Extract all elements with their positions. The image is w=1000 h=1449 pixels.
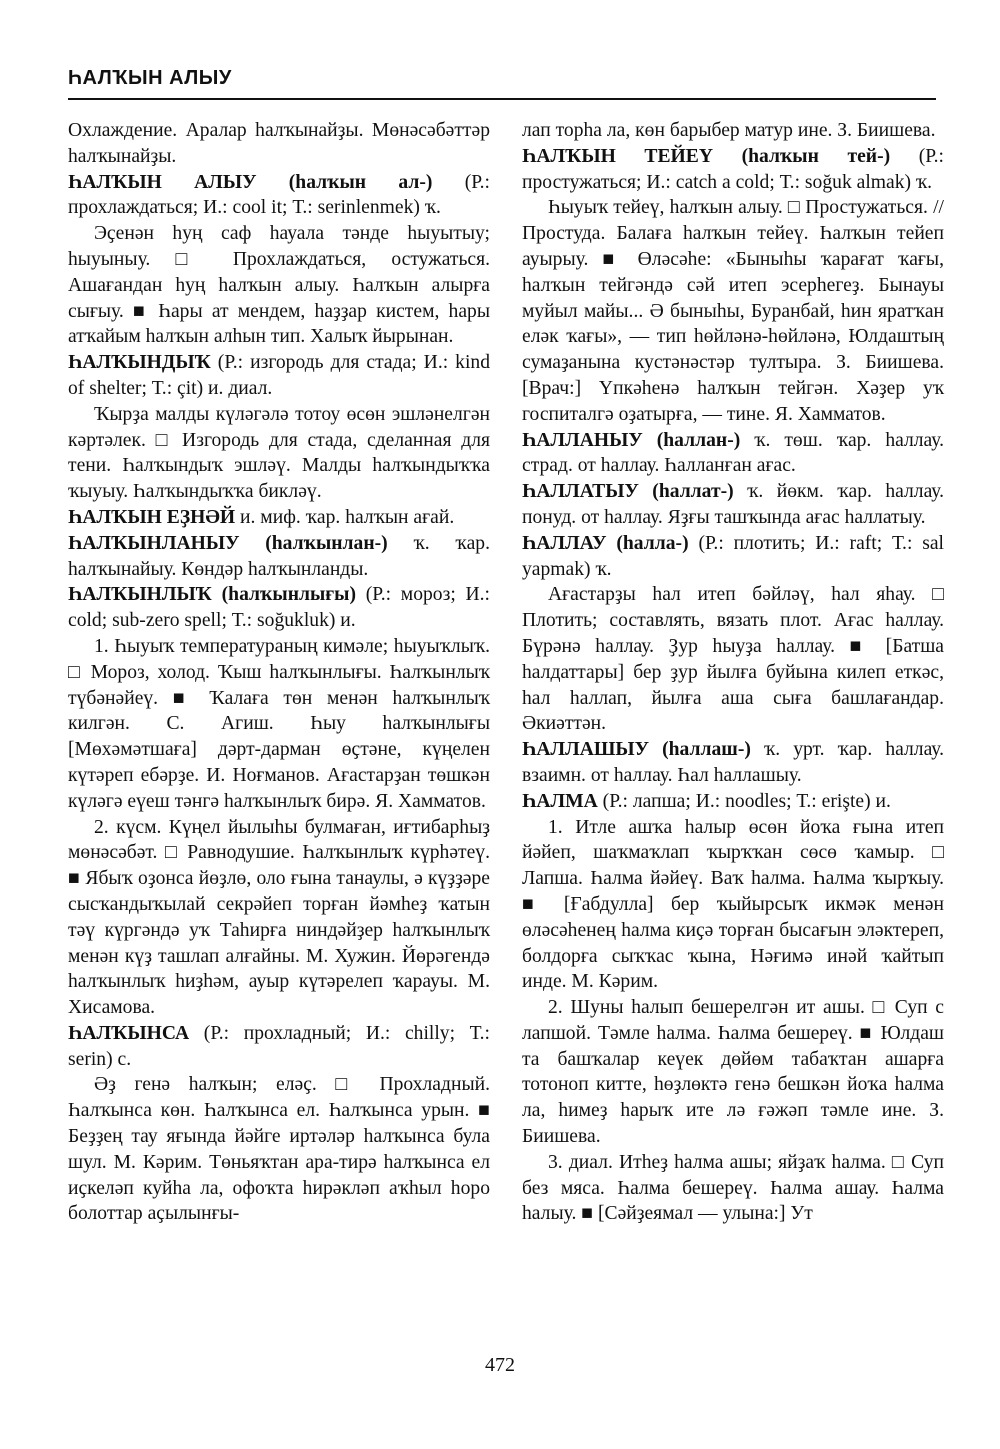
entry-paragraph: Эҫенән һуң саф һауала тәнде һыуытыу; һыуыныу. □ Прохлаждаться, остужаться. Ашағандан һуң һалҡын алыу. Һалҡын алырға сығыу. ■ Һары ат мендем, һаҙҙар кистем, һары атҡайым һалҡын алһын тип. Халыҡ йырынан. xyxy=(68,223,490,348)
entry-paragraph: 1. Итле ашҡа һалыр өсөн йоҡа ғына итеп йәйеп, шаҡмаҡлап ҡырҡҡан сөсө ҡамыр. □ Лапша. Һалма йәйеү. Ваҡ һалма. Һалма ҡырҡыу. ■ [Ғабдулла] бер ҡыйырсыҡ икмәк менән өләсәһенең һалма киҫә торған бысағын эләктереп, болдорға сыҡҡас ҡына, Нәғимә инәй ҡайтып инде. М. Кәрим. xyxy=(522,816,944,993)
entry-paragraph: Ҡырҙа малды күләгәлә тотоу өсөн эшләнелгән кәртәлек. □ Изгородь для стада, сделанная для тени. Һалҡындыҡ эшләү. Малды һалҡындыҡҡа ҡыуыу. Һалҡындыҡҡа бикләү. xyxy=(68,403,490,503)
entry-paragraph: Ағастарҙы һал итеп бәйләү, һал яһау. □ Плотить; составлять, вязать плот. Ағас һаллау. Бүрәнә һаллау. Ҙур һыуҙа һаллау. ■ [Батша һалдаттары] бер ҙур йылға буйына килеп еткәс, һал һаллап, йылға аша сыға башлағандар. Әкиәттән. xyxy=(522,584,944,735)
entry-headword: ҺАЛҠЫН ЕҘНӘЙ xyxy=(68,506,236,528)
dictionary-entry: ҺАЛМА (Р.: лапша; И.: noodles; Т.: erişte) и. xyxy=(522,790,891,812)
entry-paragraph: 2. күсм. Күңел йылыһы булмаған, иғтибарһыҙ мөнәсәбәт. □ Равнодушие. Һалҡынлыҡ күрһәтеү. ■ Ябыҡ оҙонса йөҙлө, оло ғына танаулы, ә күҙҙәре сысҡандыҡылай секрәйеп торған йәмһеҙ ҡатын тәү күргәндә уҡ Таһирға ниндәйҙер һалҡынлыҡ менән күҙ ташлап алғайны. М. Хужин. Йөрәгендә һалҡынлыҡ һиҙһәм, ауыр күтәрелеп ҡарауы. М. Хисамова. xyxy=(68,816,490,1019)
entry-headword: ҺАЛҠЫНЛАНЫУ (һалҡынлан-) xyxy=(68,532,388,554)
entry-headword: ҺАЛҠЫН АЛЫУ (һалҡын ал-) xyxy=(68,171,433,193)
entry-headword: ҺАЛЛАТЫУ (һаллат-) xyxy=(522,481,734,503)
entry-paragraph: 1. Һыуыҡ температураның кимәле; һыуыҡлыҡ. □ Мороз, холод. Ҡыш һалҡынлығы. Һалҡынлыҡ түбәнәйеү. ■ Ҡалаға төн менән һалҡынлыҡ килгән. С. Агиш. Һыу һалҡынлығы [Мөхәмәтшаға] дәрт-дарман өҫтәне, күңелен күтәреп ебәрҙе. И. Ноғманов. Ағастарҙан төшкән күләгә еүеш тәнгә һалҡынлыҡ бирә. Я. Хамматов. xyxy=(68,635,490,812)
left-column xyxy=(68,118,490,1227)
entry-paragraph: 3. диал. Итһеҙ һалма ашы; яйҙаҡ һалма. □ Суп без мяса. Һалма бешереү. Һалма ашау. Һалма һалыу. ■ [Сәйҙеямал — улына:] Ут xyxy=(522,1151,944,1225)
entry-paragraph: Әҙ генә һалҡын; еләҫ. □ Прохладный. Һалҡынса көн. Һалҡынса ел. Һалҡынса урын. ■ Беҙҙең тау яғында йәйге иртәләр һалҡынса була шул. М. Кәрим. Төньяҡтан ара-тирә һалҡынса ел иҫкеләп куйһа ла, офоҡта һирәкләп аҡһыл һоро болоттар аҫылынғы- xyxy=(68,1074,490,1225)
page-number: 472 xyxy=(485,1354,515,1376)
running-header xyxy=(68,58,936,100)
dictionary-entry: ҺАЛЛАУ (һалла-) (Р.: плотить; И.: raft; Т.: sal yapmak) ҡ. xyxy=(522,532,944,580)
running-head-title: ҺАЛҠЫН АЛЫУ xyxy=(68,67,232,89)
entry-paragraph: 2. Шуны һалып бешерелгән ит ашы. □ Суп с лапшой. Тәмле һалма. Һалма бешереү. ■ Юлдаш та башҡалар кеүек дөйөм табаҡтан ашарға тотоноп китте, һөҙлөктә генә бешкән йоҡа һалма ла, һимеҙ һарыҡ ите лә ғәжәп тәмле ине. З. Биишева. xyxy=(522,997,944,1148)
dictionary-entry: ҺАЛҠЫНЛАНЫУ (һалҡынлан-) ҡ. ҡар. һалҡынайыу. Көндәр һалҡынланды. xyxy=(68,532,490,580)
entry-headword: ҺАЛҠЫН ТЕЙЕҮ (һалҡын тей-) xyxy=(522,145,891,167)
entry-headword: ҺАЛЛАУ (һалла-) xyxy=(522,532,689,554)
entry-headword: ҺАЛЛАНЫУ (һаллан-) xyxy=(522,429,741,451)
dictionary-entry: ҺАЛЛАШЫУ (һаллаш-) ҡ. урт. ҡар. һаллау. взаимн. от һаллау. Һал һаллашыу. xyxy=(522,739,945,786)
dictionary-entry: ҺАЛЛАНЫУ (һаллан-) ҡ. төш. ҡар. һаллау. страд. от һаллау. Һалланған ағас. xyxy=(522,429,944,477)
entry-paragraph: Охлаждение. Аралар һалҡынайҙы. Мөнәсәбәттәр һалҡынайҙы. xyxy=(68,120,490,167)
entry-paragraph: Һыуыҡ тейеү, һалҡын алыу. □ Простужаться. // Простуда. Балаға һалҡын тейеү. Һалҡын тейеп ауырыу. ■ Өләсәһе: «Быныһы ҡарағат ҡағы, һалҡын тейгәндә сәй итеп эсерһегеҙ. Бынауы муйыл майы... Ә быныһы, Буранбай, һин яратҡан еләк ҡағы», — тип һөйләнә-һөйләнә, Юлдаштың сумаҙанына кустәнәстәр тултыра. З. Биишева. [Врач:] Үпкәһенә һалҡын тейгән. Хәҙер уҡ госпиталгә оҙатырға, — тине. Я. Хамматов. xyxy=(522,197,944,425)
entry-headword: ҺАЛҠЫНСА xyxy=(68,1022,190,1044)
dictionary-entry: ҺАЛҠЫНСА (Р.: прохладный; И.: chilly; Т.: serin) с. xyxy=(68,1022,490,1070)
entry-headword: ҺАЛМА xyxy=(522,790,598,812)
dictionary-entry: ҺАЛҠЫН ЕҘНӘЙ и. миф. ҡар. һалҡын ағай. xyxy=(68,506,455,528)
entry-headword: ҺАЛҠЫНДЫҠ xyxy=(68,352,211,374)
entry-headword: ҺАЛҠЫНЛЫҠ (һалҡынлығы) xyxy=(68,584,356,606)
entry-headword: ҺАЛЛАШЫУ (һаллаш-) xyxy=(522,739,751,761)
entry-paragraph: лап торһа ла, көн барыбер матур ине. З. Биишева. xyxy=(522,120,936,141)
dictionary-entry: ҺАЛҠЫНЛЫҠ (һалҡынлығы) (Р.: мороз; И.: cold; sub-zero spell; Т.: soğukluk) и. xyxy=(68,584,490,632)
dictionary-entry: ҺАЛЛАТЫУ (һаллат-) ҡ. йөкм. ҡар. һаллау. понуд. от һаллау. Яҙғы ташҡында ағас һаллатыу. xyxy=(522,481,944,528)
dictionary-entry: ҺАЛҠЫН ТЕЙЕҮ (һалҡын тей-) (Р.: простужаться; И.: catch a cold; Т.: soğuk almak) ҡ. xyxy=(522,145,945,193)
dictionary-entry: ҺАЛҠЫН АЛЫУ (һалҡын ал-) (Р.: прохлаждаться; И.: cool it; Т.: serinlenmek) ҡ. xyxy=(68,171,491,219)
right-column xyxy=(522,118,944,1227)
dictionary-entry: ҺАЛҠЫНДЫҠ (Р.: изгородь для стада; И.: kind of shelter; Т.: çit) и. диал. xyxy=(68,352,490,399)
